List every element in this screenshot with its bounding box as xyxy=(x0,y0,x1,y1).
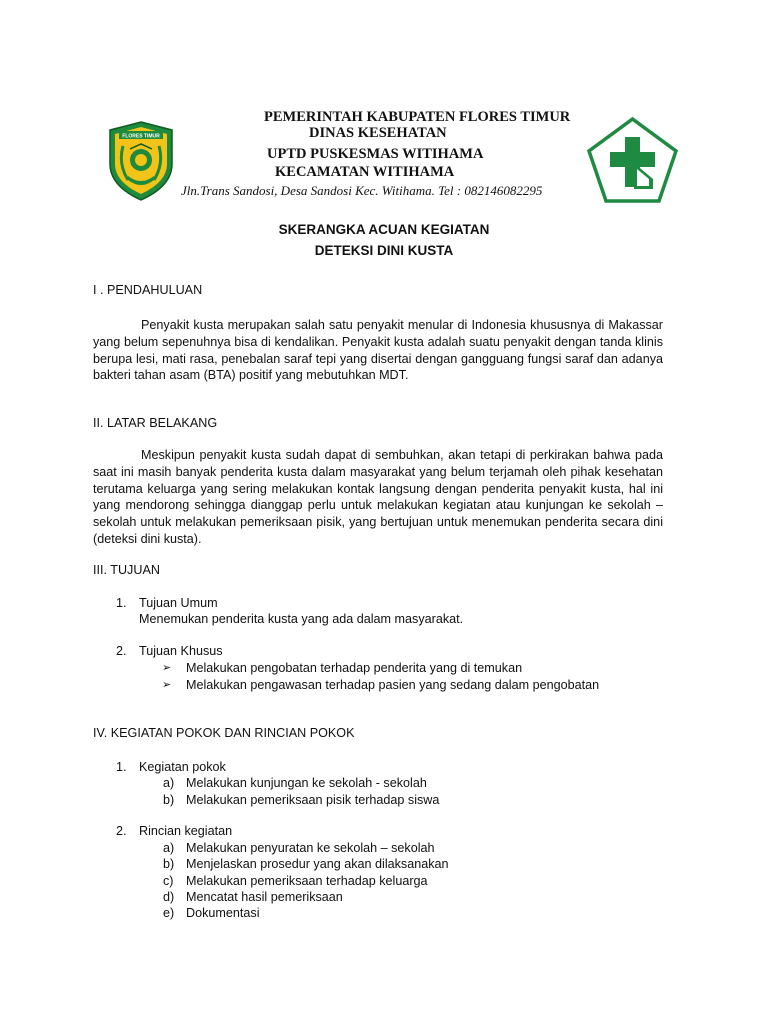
list-number: 1. xyxy=(116,596,127,610)
sub-item-letter: e) xyxy=(163,906,175,920)
sub-item-letter: d) xyxy=(163,890,175,904)
objective-specific-item: Melakukan pengobatan terhadap penderita yang di temukan xyxy=(186,661,523,675)
objective-specific-item: Melakukan pengawasan terhadap pasien yang sedang dalam pengobatan xyxy=(186,678,600,692)
main-activity-label: Kegiatan pokok xyxy=(139,760,226,774)
sub-item-text: Melakukan pemeriksaan pisik terhadap siswa xyxy=(186,793,440,807)
sub-item-text: Mencatat hasil pemeriksaan xyxy=(186,890,343,904)
arrow-bullet-icon: ➢ xyxy=(162,678,172,691)
header-line-agency: DINAS KESEHATAN xyxy=(309,125,447,141)
sub-item-letter: a) xyxy=(163,776,175,790)
section-heading-activities: IV. KEGIATAN POKOK DAN RINCIAN POKOK xyxy=(93,726,355,740)
list-number: 1. xyxy=(116,760,127,774)
flores-timur-logo xyxy=(106,120,176,202)
sub-item-letter: b) xyxy=(163,857,175,871)
sub-item-letter: b) xyxy=(163,793,175,807)
section-heading-introduction: I . PENDAHULUAN xyxy=(93,283,203,297)
header-line-district: KECAMATAN WITIHAMA xyxy=(275,164,455,180)
header-line-government: PEMERINTAH KABUPATEN FLORES TIMUR xyxy=(264,109,571,125)
sub-item-text: Menjelaskan prosedur yang akan dilaksanakan xyxy=(186,857,449,871)
paragraph-background xyxy=(93,447,663,548)
list-number: 2. xyxy=(116,824,127,838)
list-number: 2. xyxy=(116,644,127,658)
sub-item-text: Melakukan pemeriksaan terhadap keluarga xyxy=(186,874,428,888)
sub-item-letter: c) xyxy=(163,874,174,888)
paragraph-background-text: Meskipun penyakit kusta sudah dapat di sembuhkan, akan tetapi di perkirakan bahwa pada saat ini masih banyak penderita kusta dalam masyarakat yang belum terjamah oleh pihak kesehatan terutama keluarga yang sering melakukan kontak langsung dengan penderita penyakit kusta, hal ini yang mendorong sehingga dianggap perlu untuk melakukan kegiatan atau kunjungan ke sekolah –sekolah untuk melakukan pemeriksaan pisik, yang bertujuan untuk menemukan penderita secara dini (deteksi dini kusta). xyxy=(93,448,663,546)
sub-item-text: Dokumentasi xyxy=(186,906,260,920)
paragraph-introduction-text: Penyakit kusta merupakan salah satu penyakit menular di Indonesia khususnya di Makassar yang belum sepenuhnya bisa di kendalikan. Penyakit kusta adalah suatu penyakit dengan tanda klinis berupa lesi, mati rasa, penebalan saraf tepi yang disertai dengan gangguang fungsi saraf dan adanya bakteri tahan asam (BTA) positif yang mebutuhkan MDT. xyxy=(93,318,663,383)
puskesmas-logo xyxy=(587,117,678,203)
header-address: Jln.Trans Sandosi, Desa Sandosi Kec. Witihama. Tel : 082146082295 xyxy=(181,183,543,198)
objective-general-label: Tujuan Umum xyxy=(139,596,218,610)
section-heading-background: II. LATAR BELAKANG xyxy=(93,416,218,430)
section-heading-objectives: III. TUJUAN xyxy=(93,563,160,577)
header-line-puskesmas: UPTD PUSKESMAS WITIHAMA xyxy=(267,146,484,162)
document-title: SKERANGKA ACUAN KEGIATAN xyxy=(278,222,490,237)
objective-general-text: Menemukan penderita kusta yang ada dalam masyarakat. xyxy=(139,612,464,626)
sub-item-text: Melakukan penyuratan ke sekolah – sekolah xyxy=(186,841,435,855)
logo-left-text: FLORES TIMUR xyxy=(122,133,160,140)
objective-specific-label: Tujuan Khusus xyxy=(139,644,223,658)
sub-item-letter: a) xyxy=(163,841,175,855)
paragraph-introduction xyxy=(93,317,663,384)
sub-item-text: Melakukan kunjungan ke sekolah - sekolah xyxy=(186,776,427,790)
arrow-bullet-icon: ➢ xyxy=(162,661,172,674)
document-subtitle: DETEKSI DINI KUSTA xyxy=(314,243,454,258)
activity-details-label: Rincian kegiatan xyxy=(139,824,233,838)
